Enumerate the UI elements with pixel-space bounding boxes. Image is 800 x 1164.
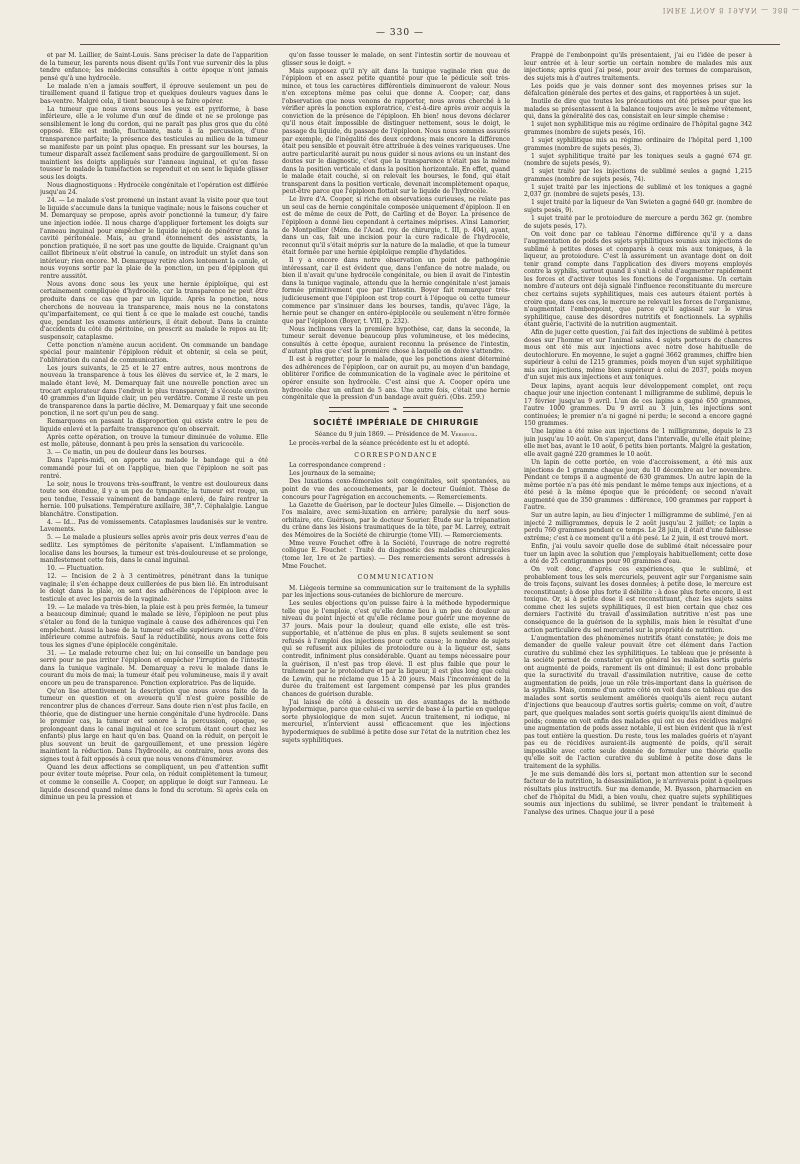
paragraph: Frappé de l'embonpoint qu'ils présentaient, j'ai eu l'idée de peser à leur entrée et à leur sortie un certain nombre de malades mis aux injections; après quoi j'ai pesé, pour avoir des termes de comparaison, des sujets mis à d'autres traitements. <box>524 52 752 82</box>
paragraph: 1 sujet non syphilitique mis au régime ordinaire de l'hôpital gagne 342 grammes (nombre de sujets pesés, 16). <box>524 121 752 136</box>
paragraph: Mais supposez qu'il n'y ait dans la tunique vaginale rien que de l'épiploon et en assez petite quantité pour que le pédicule soit très-mince, et tous les caractères différentiels diminueront de valeur. Nous n'en exceptons même pas celui que donne A. Cooper; car, dans l'observation que nous venons de rapporter, nous avons cherché à le vérifier après la ponction exploratrice, c'est-à-dire après avoir acquis la conviction de la présence de l'épiploon. Eh bien! nous devons déclarer qu'il nous était impossible de distinguer nettement, sous le doigt, le passage du liquide, du passage de l'épiploon. Nous nous sommes assurés par exemple, de l'inégalité des deux cordons; mais encore la différence était peu sensible et pouvait être attribuée à des veines variqueuses. Une autre particularité aurait pu nous guider si nous avions eu un instant des doutes sur le diagnostic, c'est que la transparence n'était pas la même dans la position verticale et dans la position horizontale. En effet, quand le malade était couché, si on relevait les bourses, le fond, qui était transparent dans la position verticale, devenait incomplètement opaque, peut-être parce que l'épiploon flottait sur le liquide de l'hydrocèle. <box>282 67 510 196</box>
paragraph: Il est à regretter, pour le malade, que les ponctions aient déterminé des adhérences de l'épiploon, car on aurait pu, au moyen d'un bandage, oblitérer l'orifice de communication de la vaginale avec le péritoine et opérer ensuite son hydrocèle. C'est ainsi que A. Cooper opéra une hydrocèle chez un enfant de 5 ans. Une autre fois, c'était une hernie congénitale que la pression d'un bandage avait guéri. (Obs. 259.) <box>282 356 510 402</box>
column-right <box>524 52 752 1152</box>
paragraph: 19. — Le malade va très-bien, la plaie est à peu près fermée, la tumeur a beaucoup diminué; quand le malade se lève, l'épiploon ne peut plus s'étaler au fond de la tunique vaginale à cause des adhérences qui l'en empêchent. Aussi la base de la tumeur est-elle supérieure au lieu d'être inférieure comme autrefois. Sauf la réductibilité, nous avons cette fois tous les signes d'une épiplocèle congénitale. <box>40 603 268 649</box>
paragraph: On voit donc, d'après ces expériences, que le sublimé, et probablement tous les sels mercuriels, peuvent agir sur l'organisme sain de trois façons, suivant les doses données; à petite dose, le mercure est reconstituant; à dose plus forte il débilite : à dose plus forte encore, il est toxique. Or, si à petite dose il est reconstituant, chez les sujets sains comme chez les sujets syphilitiques, il est bien certain que chez ces derniers l'activité du travail d'assimilation nutritive n'est pas une conséquence de la guérison de la syphilis, mais bien le résultat d'une action particulière du sel mercuriel sur la propriété de nutrition. <box>524 566 752 634</box>
paragraph: Un lapin de cette portée, en voie d'accroissement, a été mis aux injections de 1 gramme chaque jour, du 10 décembre au 1er novembre. Pendant ce temps il a augmenté de 630 grammes. Un autre lapin de la même portée n'a pas été mis pendant le même temps aux injections, et a été pesé à la même époque que le précédent; ce second n'avait augmenté que de 350 grammes : différence, 100 grammes par rapport à l'autre. <box>524 458 752 512</box>
paragraph: Dans l'après-midi, on apporte au malade le bandage qui a été commandé pour lui et on l'applique, bien que l'épiploon ne soit pas rentré. <box>40 457 268 480</box>
paragraph: 1 sujet traité par les injections de sublimé seules a gagné 1,215 grammes (nombre de sujets pesés, 74). <box>524 168 752 183</box>
paragraph: Le soir, nous le trouvons très-souffrant, le ventre est douloureux dans toute son étendue, il y a un peu de tympanite; la tumeur est rouge, un peu tendue, l'essaie vainement de bandage enlevé, de faire rentrer la hernie. 100 pulsations. Température axillaire, 38°,7. Céphalalgie. Langue blanchâtre. Constipation. <box>40 480 268 518</box>
paragraph: M. Liégeois termine sa communication sur le traitement de la syphilis par les injections sous-cutanées de bichlorure de mercure. <box>282 584 510 600</box>
paragraph: 1 sujet traité par les injections de sublimé et les toniques a gagné 2,037 gr. (nombre de sujets pesés, 13). <box>524 183 752 199</box>
paragraph: Le malade n'en a jamais souffert, il éprouve seulement un peu de tiraillement quand il fatigue trop et quelques douleurs vagues dans le bas-ventre. Malgré cela, il tient beaucoup à se faire opérer. <box>40 82 268 105</box>
paragraph: Les poids que je vais donner sont des moyennes prises sur la défalcation générale des pertes et des gains, et rapportées à un sujet. <box>524 82 752 98</box>
paragraph: 12. — Incision de 2 à 3 centimètres, pénétrant dans la tunique vaginale; il s'en échappe deux cuillerées de pus bien lié. En introduisant le doigt dans la plaie, on sent des adhérences de l'épiploon avec le testicule et avec les parois de la vaginale. <box>40 573 268 603</box>
paragraph: Qu'on lise attentivement la description que nous avons faite de la tumeur en question et on avouera qu'il n'est guère possible de rencontrer plus de chances d'erreur. Sans doute rien n'est plus facile, en théorie, que de distinguer une hernie congénitale d'une hydrocèle. Dans le premier cas, la tumeur est sonore à la percussion, opaque, se prolongeant dans le canal inguinal et (ce scrotum étant court chez les enfants) plus large en haut qu'en bas. Quand on la réduit, on perçoit le plus souvent un bruit de gargouillement, et une pression légère maintient la réduction. Dans l'hydrocèle, au contraire, nous avons des signes tout à fait opposés à ceux que nous venons d'énumérer. <box>40 687 268 763</box>
paragraph: Inutile de dire que toutes les précautions ont été prises pour que les malades se présentassent à la balance toujours avec le même vêtement, qui, dans la généralité des cas, consistait en leur simple chemise : <box>524 98 752 121</box>
section-ornament: ❧ <box>282 406 510 414</box>
paragraph: Je me suis demandé dès lors si, portant mon attention sur le second facteur de la nutrition, la désassimilation, je n'arriverais point à quelques résultats plus instructifs. Sur ma demande, M. Byasson, pharmacien en chef de l'hôpital du Midi, a bien voulu, chez quatre sujets syphilitiques soumis aux injections du sublimé, se livrer pendant le traitement à l'analyse des urines. Chaque jour il a pesé <box>524 770 752 816</box>
paragraph: 31. — Le malade retourne chez lui; on lui conseille un bandage peu serré pour ne pas irriter l'épiploon et empêcher l'irruption de l'intestin dans la tunique vaginale. M. Demarquay a revu le malade dans le courant du mois de mai; la tumeur était peu volumineuse, mais il y avait encore un peu de transparence. Ponction exploratrice. Pas de liquide. <box>40 649 268 687</box>
meeting-prefix: Séance du 9 juin 1869. — Présidence de M. <box>314 430 450 438</box>
paragraph: 10. — Fluctuation. <box>47 565 105 573</box>
paragraph: 1 sujet traité par le protoiodure de mercure a perdu 362 gr. (nombre de sujets pesés, 17). <box>524 214 752 230</box>
column-left <box>40 52 268 1137</box>
paragraph: 1 sujet syphilitique traité par les toniques seuls a gagné 674 gr. (nombre de sujets pesés, 9). <box>524 152 752 168</box>
paragraph: Sur un autre lapin, au lieu d'injecter 1 milligramme de sublimé, j'en ai injecté 2 milligrammes, depuis le 2 août jusqu'au 2 juillet; ce lapin a perdu 760 grammes pendant ce temps. Le 28 juin, il était d'une faiblesse extrême; c'est à ce moment qu'il a été pesé. Le 2 juin, il est trouvé mort. <box>524 512 752 542</box>
paragraph: Remarquons en passant la disproportion qui existe entre le peu de liquide enlevé et la parfaite transparence qu'on observait. <box>40 418 268 433</box>
page-number-header: — 330 — <box>376 28 424 38</box>
paragraph: La tumeur que nous avons sous les yeux est pyriforme, à base inférieure, elle a le volume d'un œuf de dinde et ne se prolonge pas sensiblement le long du cordon, qui ne paraît pas plus gros que du côté opposé. Elle est molle, fluctuante, mate à la percussion, d'une transparence parfaite; la présence des testicules au milieu de la tumeur se manifeste par un point plus opaque. En pressant sur les bourses, la tumeur disparaît assez facilement sans produire de gargouillement. Si on maintient les doigts appliqués sur l'anneau inguinal, et qu'on fasse tousser le malade la tuméfaction se reproduit et on sent le liquide glisser sous les doigts. <box>40 105 268 181</box>
paragraph: Nous avons donc sous les yeux une hernie épiploïque, qui est certainement compliquée d'hydrocèle, car la transparence ne peut être produite dans ce cas que par un liquide. Après la ponction, nous cherchons de nouveau la transparence, mais nous ne la constatons qu'imparfaitement, ce qui tient à ce que le malade est couché, tandis que, pendant les examens antérieurs, il était debout. Dans la crainte d'accidents du côté du péritoine, on prescrit au malade le repos au lit; suspensoir, cataplasme. <box>40 280 268 341</box>
minutes-note: Le procès-verbal de la séance précédente est lu et adopté. <box>289 440 470 448</box>
paragraph: 4. — Id... Pas de vomissements. Cataplasmes laudanisés sur le ventre. Lavements. <box>40 518 268 534</box>
bleed-through-text: IMRE TNOA 8 19AAN — 388 — <box>662 6 800 14</box>
paragraph: qu'on fasse tousser le malade, on sent l'intestin sortir de nouveau et glisser sous le doigt. » <box>282 52 510 67</box>
paragraph: 3. — Ce matin, un peu de douleur dans les bourses. <box>47 449 207 457</box>
paragraph: Les journaux de la semaine; <box>289 470 376 478</box>
meeting-line <box>282 431 510 439</box>
column-middle <box>282 52 510 1142</box>
paragraph: Après cette opération, on trouve la tumeur diminuée de volume. Elle est molle, pâteuse, donnant à peu près la sensation du varicocèle. <box>40 433 268 449</box>
paragraph: Mme veuve Fouchet offre à la Société, l'ouvrage de notre regretté collègue E. Fouchet : Traité du diagnostic des maladies chirurgicales (tome Ier, 1re et 2e parties). — Des remerciements seront adressés à Mme Fouchet. <box>282 539 510 570</box>
paragraph: La Gazette de Guérison, par le docteur Jules Gimelle. — Disjonction de l'os malaire, avec semi-luxation en arrière; paralysie du nerf sous-orbitaire, etc. Guérison, par le docteur Sourier. Étude sur la trépanation du crâne dans les lésions traumatiques de la tête, par M. Larrey, extrait des Mémoires de la Société de chirurgie (tome VII). — Remerciements. <box>282 501 510 539</box>
paragraph: Deux lapins, ayant acquis leur développement complet, ont reçu chaque jour une injection contenant 1 milligramme de sublimé, depuis le 17 février jusqu'au 9 avril. L'un de ces lapins a gagné 650 grammes, l'autre 1000 grammes. Du 9 avril au 3 juin, les injections sont continuées; le premier n'a ni gagné ni perdu; le second a encore gagné 150 grammes. <box>524 382 752 428</box>
communication-text <box>282 585 510 744</box>
correspondence-heading: CORRESPONDANCE <box>354 451 438 459</box>
paragraph: Nous diagnostiquons : Hydrocèle congénitale et l'opération est différée jusqu'au 24. <box>40 181 268 197</box>
paragraph: On voit donc par ce tableau l'énorme différence qu'il y a dans l'augmentation de poids des sujets syphilitiques soumis aux injections de sublimé à petites doses et comparés à ceux mis aux toniques, à la liqueur, au protoiodure. C'est là assurément un avantage dont on doit tenir grand compte dans l'application des divers moyens employés contre la syphilis, surtout quand il s'unit à celui d'augmenter rapidement les forces et d'activer toutes les fonctions de l'organisme. Un certain nombre d'auteurs ont déjà signalé l'influence reconstituante du mercure chez certains sujets syphilitiques, mais ces auteurs étaient portés à croire que, dans ces cas, le mercure ne relevait les forces de l'organisme, n'augmentait l'embonpoint, que parce qu'il agissait sur le virus syphilitique, cause des désordres nutritifs et fonctionnels. La syphilis étant guérie, l'activité de la nutrition augmentait. <box>524 230 752 329</box>
meeting-president: Verneuil. <box>451 430 478 438</box>
column-middle-paragraphs <box>282 52 510 402</box>
paragraph: Nous inclinons vers la première hypothèse, car, dans la seconde, la tumeur serait devenue beaucoup plus volumineuse, et les médecins, consultés à cette époque, auraient reconnu la présence de l'intestin, d'autant plus que c'est la première chose à laquelle on doive s'attendre. <box>282 325 510 356</box>
header-rule <box>80 44 780 45</box>
communication-heading: COMMUNICATION <box>357 574 435 582</box>
paragraph: Il y a encore dans notre observation un point de pathogénie intéressant, car il est évident que, dans l'enfance de notre malade, ou bien il n'avait qu'une hydrocèle congénitale, ou bien il avait de l'intestin dans la tunique vaginale, attendu que la hernie congénitale n'est jamais formée primitivement que par l'intestin. Boyer fait remarquer très-judicieusement que l'épiploon est trop court à l'époque où cette tumeur commence par s'insinuer dans les bourses, tandis, qu'avec l'âge, la hernie peut se changer en entéro-épiplocèle ou seulement n'être formée que par l'épiploon (Boyer, t. VIII, p. 232). <box>282 257 510 325</box>
correspondence-list <box>282 462 510 570</box>
paragraph: Le livre d'A. Cooper, si riche en observations curieuses, ne relate pas un seul cas de hernie congénitale composée uniquement d'épiploon. Il en est de même de ceux de Pott, de Carling et de Boyer. La présence de l'épiploon a donné lieu cependant à certaines méprises. A'insi Lamorier, de Montpellier (Mém. de l'Acad. roy. de chirurgie, t. III, p. 404), ayant, dans un cas, fait une incision pour la cure radicale de l'hydrocèle, reconnut qu'il s'était mépris sur la nature de la maladie, et que la tumeur était formée par une hernie épiploïque remplie d'hydatides. <box>282 196 510 257</box>
paragraph: Les jours suivants, le 25 et le 27 entre autres, nous montrons de nouveau la transparence à tous les élèves du service et, le 2 mars, le malade étant levé, M. Demarquay fait une nouvelle ponction avec un trocart explorateur dans l'endroit le plus transparent; il s'écoule environ 40 grammes d'un liquide clair, un peu verdâtre. Comme il reste un peu de transparence dans la partie déclive, M. Demarquay y fait une seconde ponction, il ne sort qu'un peu de sang. <box>40 364 268 418</box>
paragraph: Cette ponction n'amène aucun accident. On commande un bandage spécial pour maintenir l'épiploon réduit et obtenir, si cela se peut, l'oblitération du canal de communication. <box>40 341 268 364</box>
paragraph: Afin de juger cette question, j'ai fait des injections de sublimé à petites doses sur l'homme et sur l'animal sains. 4 sujets porteurs de chancres mous ont été mis aux injections avec notre dose habituelle de deutochlorure. En moyenne, le sujet a gagné 3662 grammes, chiffre bien supérieur à celui de 1215 grammes, poids moyen d'un sujet syphilitique mis aux injections, même bien supérieur à celui de 2037, poids moyen d'un sujet mis aux injections et aux toniques. <box>524 329 752 382</box>
paragraph: 1 sujet traité par la liqueur de Van Swieten a gagné 640 gr. (nombre de sujets pesés, 9). <box>524 199 752 214</box>
paragraph: Enfin, j'ai voulu savoir quelle dose de sublimé était nécessaire pour tuer un lapin avec la solution que j'employais habituellement; cette dose a été de 25 centigrammes pour 90 grammes d'eau. <box>524 543 752 566</box>
paragraph: J'ai laissé de côté à dessein un des avantages de la méthode hypodermique, parce que celui-ci va servir de base à la partie en quelque sorte physiologique de mon sujet. Aucun traitement, ni iodique, ni mercuriel, n'intervient aussi efficacement que les injections hypodermiques de sublimé à petite dose sur l'état de la nutrition chez les sujets syphilitiques. <box>282 698 510 744</box>
paragraph: 5. — Le malade a plusieurs selles après avoir pris deux verres d'eau de sedlitz. Les symptômes de péritonite s'apaisent. L'inflammation se localise dans les bourses, la tumeur est très-douloureuse et se prolonge, manifestement cette fois, dans le canal inguinal. <box>40 534 268 565</box>
paragraph: 24. — Le malade s'est promené un instant avant la visite pour que tout le liquide s'accumule dans la tunique vaginale; nous le faisons coucher et M. Demarquay se propose, après avoir ponctionné la tumeur, d'y faire une injection iodée. Il nous charge d'appliquer fortement les doigts sur l'anneau inguinal pour empêcher le liquide injecté de pénétrer dans la cavité péritonéale. Mais, au grand étonnement des assistants, la ponction pratiquée, il ne sort pas une goutte de liquide. Craignant qu'un caillot fibrineux n'eût obstrué la canule, on introduit un stylet dans son intérieur; rien encore. M. Demarquay retire alors lentement la canule, et nous voyons sortir par la plaie de la ponction, un peu d'épiploon qui rentre aussitôt. <box>40 197 268 280</box>
paragraph: et par M. Laillier, de Saint-Louis. Sans préciser la date de l'apparition de la tumeur, les parents nous disent qu'ils l'ont vue survenir dès la plus tendre enfance; les médecins consultés à cette époque n'ont jamais pensé qu'à une hydrocèle. <box>40 52 268 82</box>
paragraph: La correspondance comprend : <box>289 462 386 470</box>
society-title: SOCIÉTÉ IMPÉRIALE DE CHIRURGIE <box>313 418 479 428</box>
paragraph: Les seules objections qu'on puisse faire à la méthode hypodermique telle que je l'emploie, c'est qu'elle donne lieu à un peu de douleur au niveau du point injecté et qu'elle réclame pour guérir une moyenne de 37 jours. Mais pour la douleur, quand elle existe, elle est très-supportable, et n'atténue de plus en plus. 8 sujets seulement se sont refusés à l'emploi des injections pour cette cause; le nombre de sujets qui se refusent aux pilules de protoiodure ou à la liqueur est, sans contredit, infiniment plus considérable. Quant au temps nécessaire pour la guérison, il n'est pas trop élevé. Il est plus faible que pour le traitement par le protoiodure et par la liqueur, il est plus long que celui de Lewin, qui ne réclame que 15 à 20 jours. Mais l'inconvénient de la durée du traitement est largement compensé par les plus grandes chances de guérison durable. <box>282 600 510 698</box>
paragraph: Une lapine a été mise aux injections de 1 milligramme, depuis le 23 juin jusqu'au 10 août. On s'aperçut, dans l'intervalle, qu'elle était pleine; elle met bas, avant le 10 août, 6 petits bien portants. Malgré la gestation, elle avait gagné 220 grammes le 10 août. <box>524 428 752 458</box>
paragraph: Quand les deux affections se compliquent, un peu d'attention suffit pour éviter toute méprise. Pour cela, on réduit complètement la tumeur, et comme le conseille A. Cooper, on applique le doigt sur l'anneau. Le liquide descend quand même dans le fond du scrotum. Si après cela on diminue un peu la pression et <box>40 763 268 802</box>
paragraph: 1 sujet syphilitique mis au régime ordinaire de l'hôpital perd 1,100 grammes (nombre de sujets pesés, 3). <box>524 137 752 152</box>
paragraph: L'augmentation des phénomènes nutritifs étant constatée; je dois me demander de quelle valeur pouvait être cet élément dans l'action curative du sublimé chez les syphilitiques. Le tableau que je présente à la société permet de constater qu'en général les malades sortis guéris ont augmenté de poids, rarement ils ont diminué; il est donc probable que la suractivité du travail d'assimilation nutritive, cause de cette augmentation de poids, joue un rôle très-important dans la guérison de la syphilis. Mais, comme d'un autre côté on voit dans ce tableau que des malades sont sortis seulement améliorés quoiqu'ils aient reçu autant d'injections que beaucoup d'autres sortis guéris; comme on voit, d'autre part, que quelques malades sont sortis guéris quoiqu'ils aient diminué de poids; comme on voit enfin des malades qui ont eu des récidives malgré une augmentation de poids assez notable, il est bien évident que là n'est pas tout entière la question. Du reste, tous les malades guéris et n'ayant pas eu de récidives auraient-ils augmenté de poids, qu'il serait impossible avec cette seule donnée de formuler une théorie quelle qu'elle soit de l'action curative du sublimé à petite dose dans le traitement de la syphilis. <box>524 634 752 770</box>
paragraph: Des luxations coxo-fémorales soit congénitales, soit spontanées, au point de vue des accouchements, par le docteur Guéniot. Thèse de concours pour l'agrégation en accouchements. — Remerciements. <box>282 478 510 501</box>
